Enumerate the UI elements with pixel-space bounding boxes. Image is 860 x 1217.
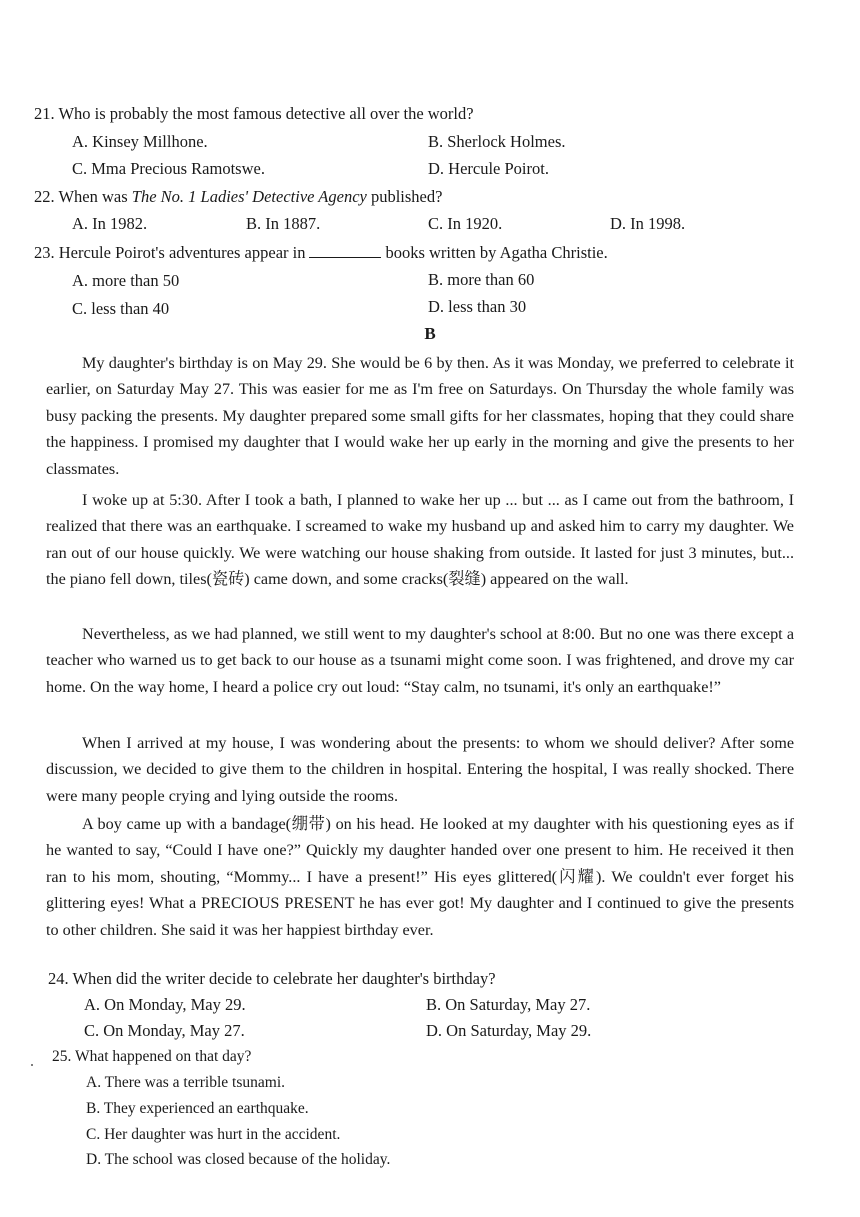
passage-paragraph — [46, 350, 794, 482]
passage-paragraph — [46, 487, 794, 593]
question-24-option-a: A. On Monday, May 29. — [84, 995, 246, 1014]
question-22-book-title: The No. 1 Ladies' Detective Agency — [131, 187, 367, 206]
question-23-option-b: B. more than 60 — [428, 270, 535, 289]
question-21-option-a: A. Kinsey Millhone. — [72, 132, 208, 151]
question-25-option-c: C. Her daughter was hurt in the accident. — [86, 1126, 341, 1143]
paragraph-text: Nevertheless, as we had planned, we still went to my daughter's school at 8:00. But no one was there except a teacher who warned us to get back to our house as a tsunami might come soon. I was frightened, and drove my car home. On the way home, I heard a police cry out loud: “Stay calm, no tsunami, it's only an earthquake!” — [46, 625, 794, 696]
paragraph-text: My daughter's birthday is on May 29. She would be 6 by then. As it was Monday, we preferred to celebrate it earlier, on Saturday May 27. This was easier for me as I'm free on Saturdays. On Thursday the whole family was busy packing the presents. My daughter prepared some small gifts for her classmates, hoping that they could share the happiness. I promised my daughter that I would wake her up early in the morning and give the presents to her classmates. — [46, 354, 794, 478]
question-21-option-d: D. Hercule Poirot. — [428, 159, 549, 178]
question-25-option-d: D. The school was closed because of the holiday. — [86, 1151, 391, 1168]
question-21-stem: 21. Who is probably the most famous detective all over the world? — [34, 104, 474, 123]
question-25-option-a: A. There was a terrible tsunami. — [86, 1074, 285, 1091]
passage-paragraph — [46, 811, 794, 943]
question-25-option-b: B. They experienced an earthquake. — [86, 1100, 309, 1117]
question-21-option-c: C. Mma Precious Ramotswe. — [72, 159, 265, 178]
question-22-option-b: B. In 1887. — [246, 214, 321, 233]
question-24-stem: 24. When did the writer decide to celebrate her daughter's birthday? — [48, 969, 496, 988]
answer-blank — [309, 243, 381, 258]
question-23-stem-pre: 23. Hercule Poirot's adventures appear in — [34, 243, 306, 262]
question-24-option-c: C. On Monday, May 27. — [84, 1021, 245, 1040]
question-23-stem-post: books written by Agatha Christie. — [385, 243, 608, 262]
question-22-option-a: A. In 1982. — [72, 214, 148, 233]
paragraph-text: When I arrived at my house, I was wondering about the presents: to whom we should deliver? After some discussion, we decided to give them to the children in hospital. Entering the hospital, I was really shocked. There were many people crying and lying outside the rooms. — [46, 734, 794, 805]
question-24-option-d: D. On Saturday, May 29. — [426, 1021, 592, 1040]
paragraph-text: I woke up at 5:30. After I took a bath, I planned to wake her up ... but ... as I came out from the bathroom, I realized that there was an earthquake. I screamed to wake my husband up and asked him to carry my daughter. We ran out of our house quickly. We were watching our house shaking from outside. It lasted for just 3 minutes, but... the piano fell down, tiles(瓷砖) came down, and some cracks(裂缝) appeared on the wall. — [46, 491, 794, 589]
question-23-option-d: D. less than 30 — [428, 297, 527, 316]
passage-paragraph — [46, 621, 794, 700]
scan-speck — [31, 1064, 33, 1066]
question-23-stem — [34, 243, 608, 263]
section-heading: B — [424, 324, 436, 343]
question-22-stem-pre: 22. When was — [34, 187, 128, 206]
question-22-option-c: C. In 1920. — [428, 214, 503, 233]
question-21-option-b: B. Sherlock Holmes. — [428, 132, 566, 151]
question-22-option-d: D. In 1998. — [610, 214, 686, 233]
question-23-option-a: A. more than 50 — [72, 271, 180, 290]
passage-paragraph — [46, 730, 794, 809]
question-22-stem — [34, 187, 442, 207]
paragraph-text: A boy came up with a bandage(绷带) on his head. He looked at my daughter with his questioning eyes as if he wanted to say, “Could I have one?” Quickly my daughter handed over one present to him. He received it then ran to his mom, shouting, “Mommy... I have a present!” His eyes glittered(闪耀). We couldn't ever forget his glittering eyes! What a PRECIOUS PRESENT he has ever got! My daughter and I continued to give the presents to other children. She said it was her happiest birthday ever. — [46, 815, 794, 939]
question-24-option-b: B. On Saturday, May 27. — [426, 995, 591, 1014]
question-25-stem: 25. What happened on that day? — [52, 1048, 252, 1065]
question-23-option-c: C. less than 40 — [72, 299, 170, 318]
question-22-stem-post: published? — [370, 187, 443, 206]
